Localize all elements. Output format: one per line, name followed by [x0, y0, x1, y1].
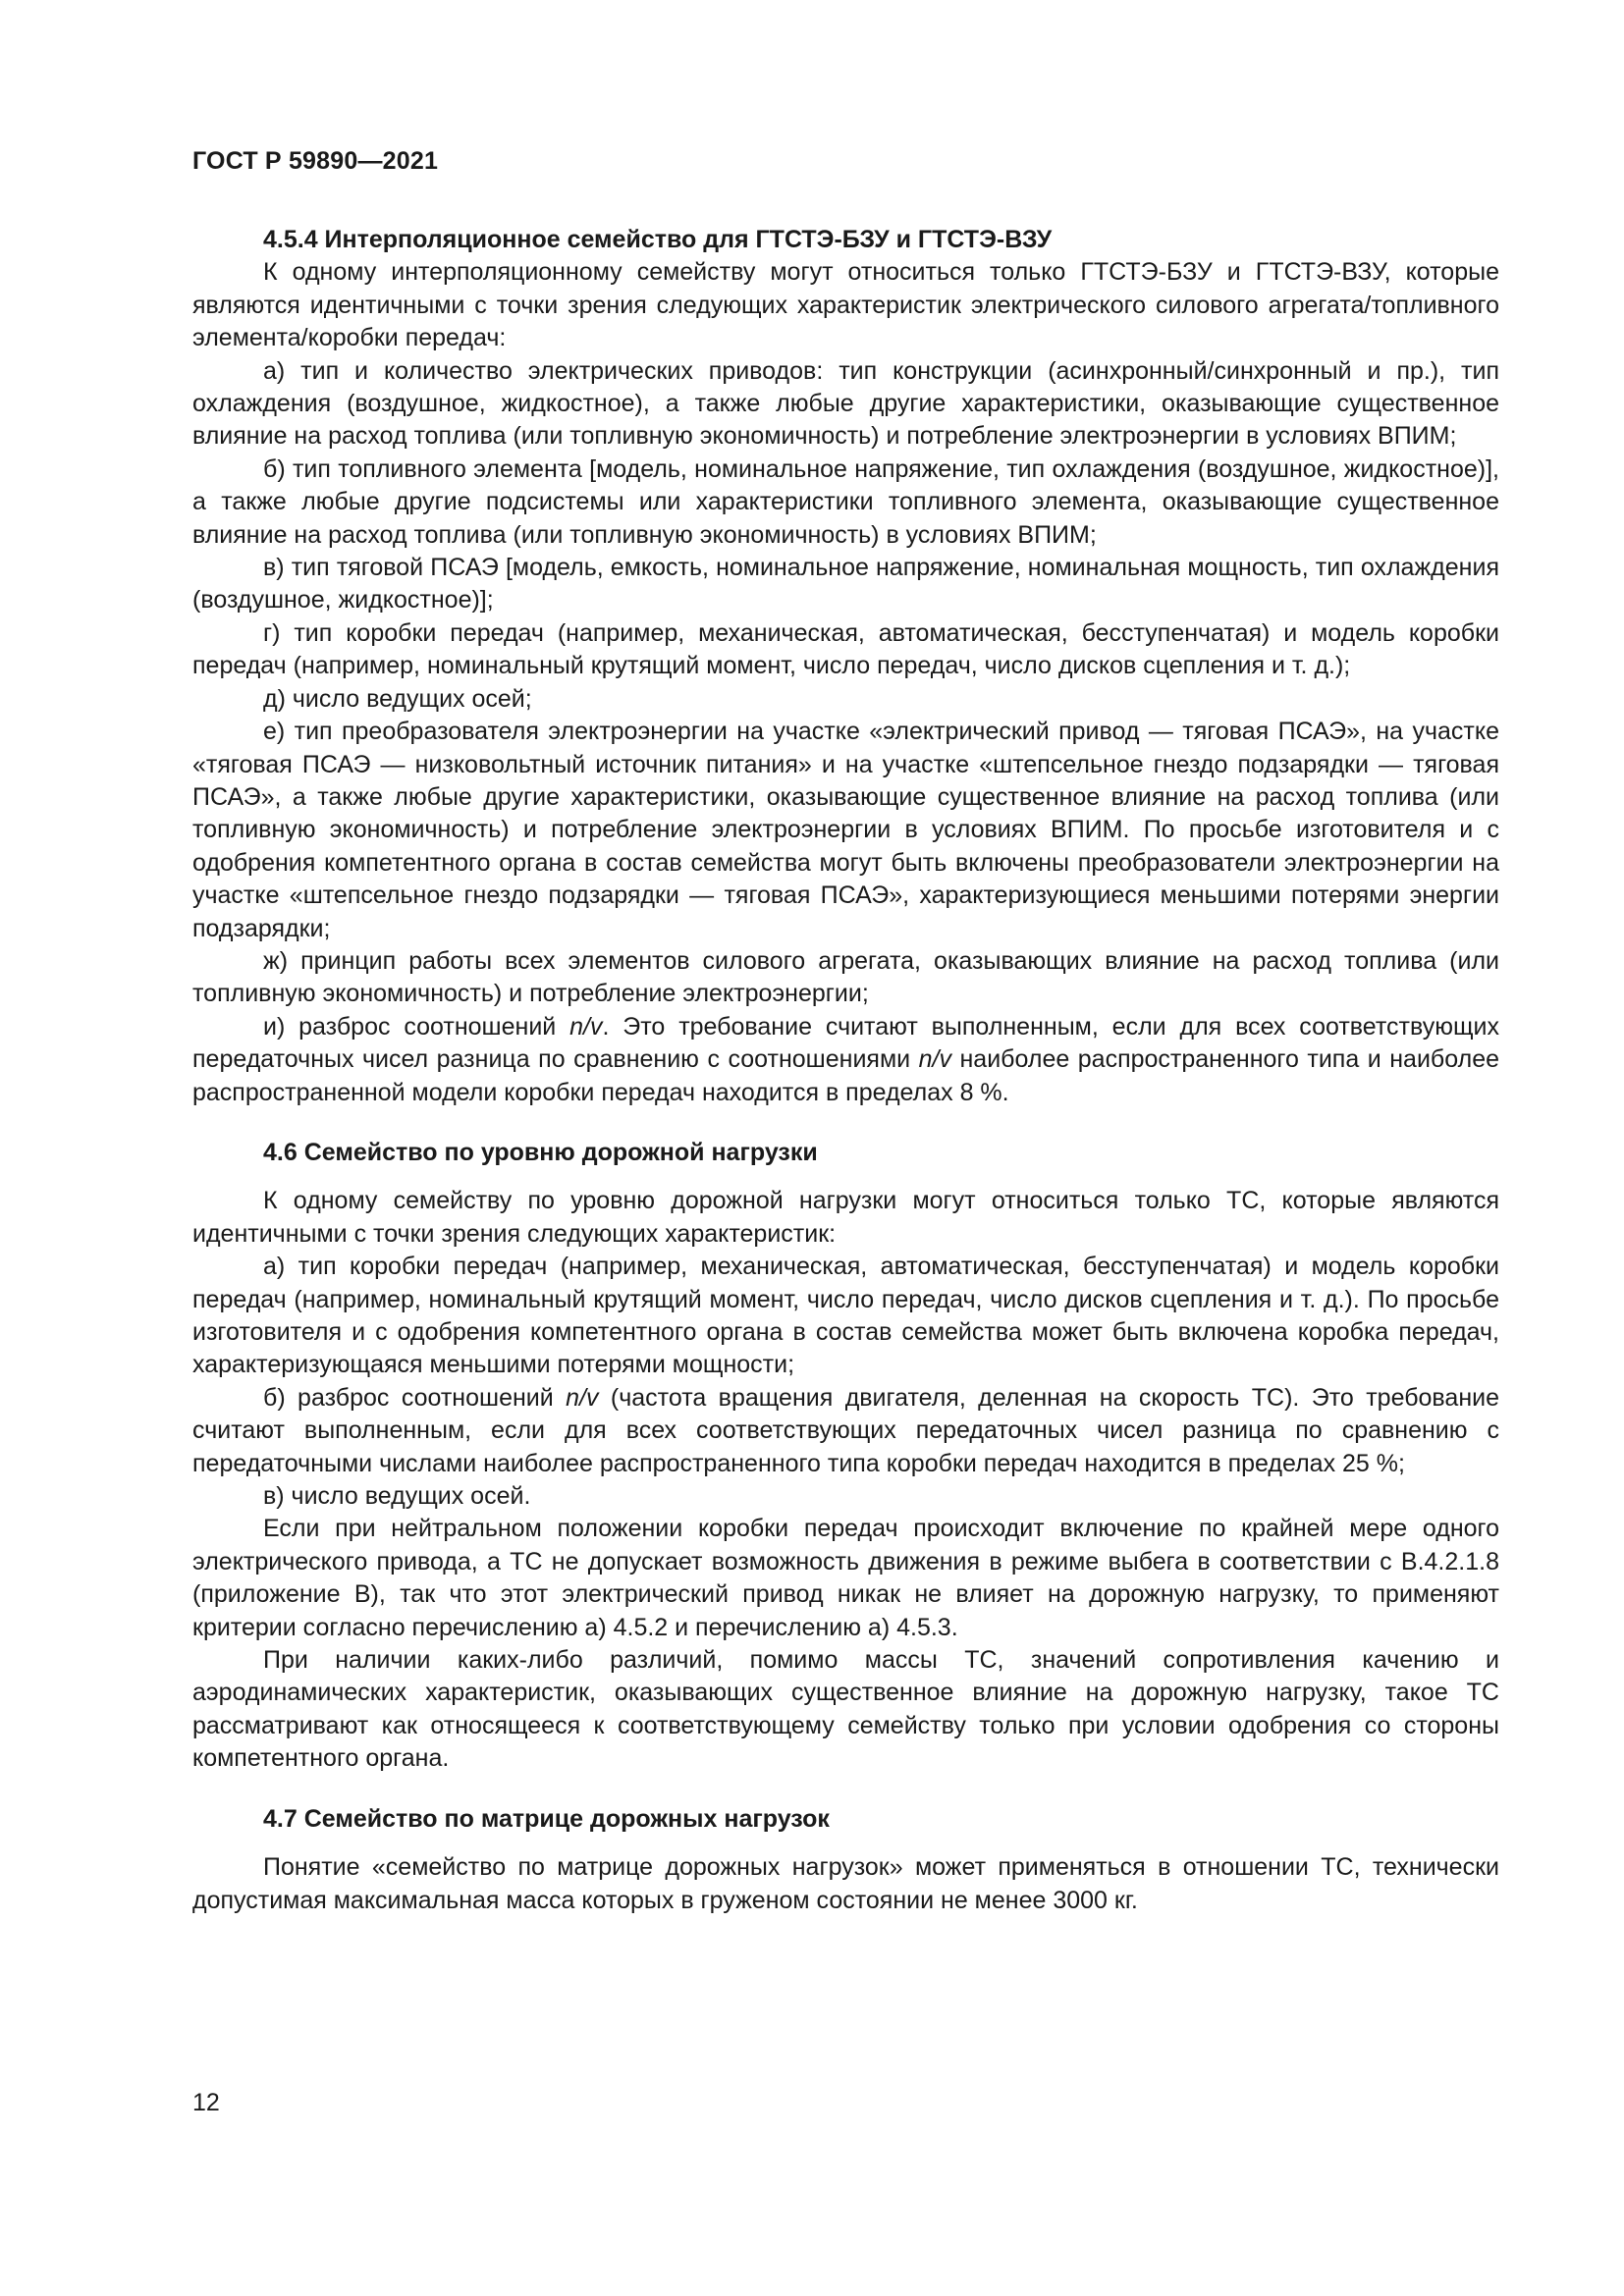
list-item-4-5-4-d: д) число ведущих осей; — [263, 684, 532, 713]
text-run: (частота вращения двигателя, деленная на скорость ТС). Это требование считают выполненным, если для всех соответствующих передаточных чисел разница по сравнению с передаточными числами наиболее распространенного типа коробки передач находится в пределах 25 %; — [192, 1383, 1500, 1477]
list-item-4-5-4-zh: ж) принцип работы всех элементов силового агрегата, оказывающих влияние на расход топлива (или топливную экономичность) и потребление электроэнергии; — [192, 946, 1499, 1008]
section-title-4-7: 4.7 Семейство по матрице дорожных нагрузок — [263, 1804, 830, 1833]
paragraph-4-6-neutral: Если при нейтральном положении коробки передач происходит включение по крайней мере одного электрического привода, а ТС не допускает возможность движения в режиме выбега в соответствии с В.4.2.1.8 (приложение В), так что этот электрический привод никак не влияет на дорожную нагрузку, то применяют критерии согласно перечислению а) 4.5.2 и перечислению а) 4.5.3. — [192, 1515, 1499, 1641]
document-header: ГОСТ Р 59890—2021 — [192, 147, 439, 175]
list-item-4-5-4-e: е) тип преобразователя электроэнергии на участке «электрический привод — тяговая ПСАЭ», на участке «тяговая ПСАЭ — низковольтный источник питания» и на участке «штепсельное гнездо подзарядки — тяговая ПСАЭ», а также любые другие характеристики, оказывающие существенное влияние на расход топлива (или топливную экономичность) и потребление электроэнергии в условиях ВПИМ. По просьбе изготовителя и с одобрения компетентного органа в состав семейства могут быть включены преобразователи электроэнергии на участке «штепсельное гнездо подзарядки — тяговая ПСАЭ», характеризующиеся меньшими потерями энергии подзарядки; — [192, 718, 1499, 942]
list-item-4-5-4-i — [192, 1011, 1499, 1109]
paragraph-4-7: Понятие «семейство по матрице дорожных нагрузок» может применяться в отношении ТС, технически допустимая максимальная масса которых в груженом состоянии не менее 3000 кг. — [192, 1853, 1499, 1914]
page-number: 12 — [192, 2089, 220, 2116]
ratio-nv: n/v — [569, 1012, 603, 1041]
list-item-4-5-4-b: б) тип топливного элемента [модель, номинальное напряжение, тип охлаждения (воздушное, жидкостное)], а также любые другие подсистемы или характеристики топливного элемента, оказывающие существенное влияние на расход топлива (или топливную экономичность) в условиях ВПИМ; — [192, 454, 1499, 549]
document-body — [192, 224, 1499, 1917]
paragraph-4-5-4-intro: К одному интерполяционному семейству могут относиться только ГТСТЭ-БЗУ и ГТСТЭ-ВЗУ, которые являются идентичными с точки зрения следующих характеристик электрического силового агрегата/топливного элемента/коробки передач: — [192, 258, 1499, 352]
ratio-nv: n/v — [566, 1383, 599, 1412]
paragraph-4-6-differences: При наличии каких-либо различий, помимо массы ТС, значений сопротивления качению и аэродинамических характеристик, оказывающих существенное влияние на дорожную нагрузку, такое ТС рассматривают как относящееся к соответствующему семейству только при условии одобрения со стороны компетентного органа. — [192, 1646, 1499, 1773]
ratio-nv: n/v — [918, 1045, 951, 1074]
list-item-4-5-4-a: а) тип и количество электрических приводов: тип конструкции (асинхронный/синхронный и пр.), тип охлаждения (воздушное, жидкостное), а также любые другие характеристики, оказывающие существенное влияние на расход топлива (или топливную экономичность) и потребление электроэнергии в условиях ВПИМ; — [192, 356, 1499, 451]
text-run: и) разброс соотношений — [263, 1012, 570, 1041]
section-title-4-5-4: 4.5.4 Интерполяционное семейство для ГТСТЭ-БЗУ и ГТСТЭ-ВЗУ — [263, 226, 1053, 253]
list-item-4-6-a: а) тип коробки передач (например, механическая, автоматическая, бесступенчатая) и модель коробки передач (например, номинальный крутящий момент, число передач, число дисков сцепления и т. д.). По просьбе изготовителя и с одобрения компетентного органа в состав семейства может быть включена коробка передач, характеризующаяся меньшими потерями мощности; — [192, 1253, 1499, 1379]
list-item-4-6-v: в) число ведущих осей. — [263, 1482, 531, 1511]
list-item-4-5-4-g: г) тип коробки передач (например, механическая, автоматическая, бесступенчатая) и модель коробки передач (например, номинальный крутящий момент, число передач, число дисков сцепления и т. д.); — [192, 618, 1499, 680]
text-run: б) разброс соотношений — [263, 1383, 567, 1412]
text-run: . Это требование считают выполненным, если для всех соответствующих передаточных чисел разница по сравнению с соотношениями — [192, 1012, 1499, 1074]
section-title-4-6: 4.6 Семейство по уровню дорожной нагрузки — [263, 1138, 818, 1166]
list-item-4-6-b — [192, 1382, 1499, 1480]
paragraph-4-6-intro: К одному семейству по уровню дорожной нагрузки могут относиться только ТС, которые являются идентичными с точки зрения следующих характеристик: — [192, 1187, 1499, 1248]
text-run: наиболее распространенного типа и наиболее распространенной модели коробки передач находится в пределах 8 %. — [192, 1045, 1499, 1106]
list-item-4-5-4-v: в) тип тяговой ПСАЭ [модель, емкость, номинальное напряжение, номинальная мощность, тип охлаждения (воздушное, жидкостное)]; — [192, 554, 1499, 614]
